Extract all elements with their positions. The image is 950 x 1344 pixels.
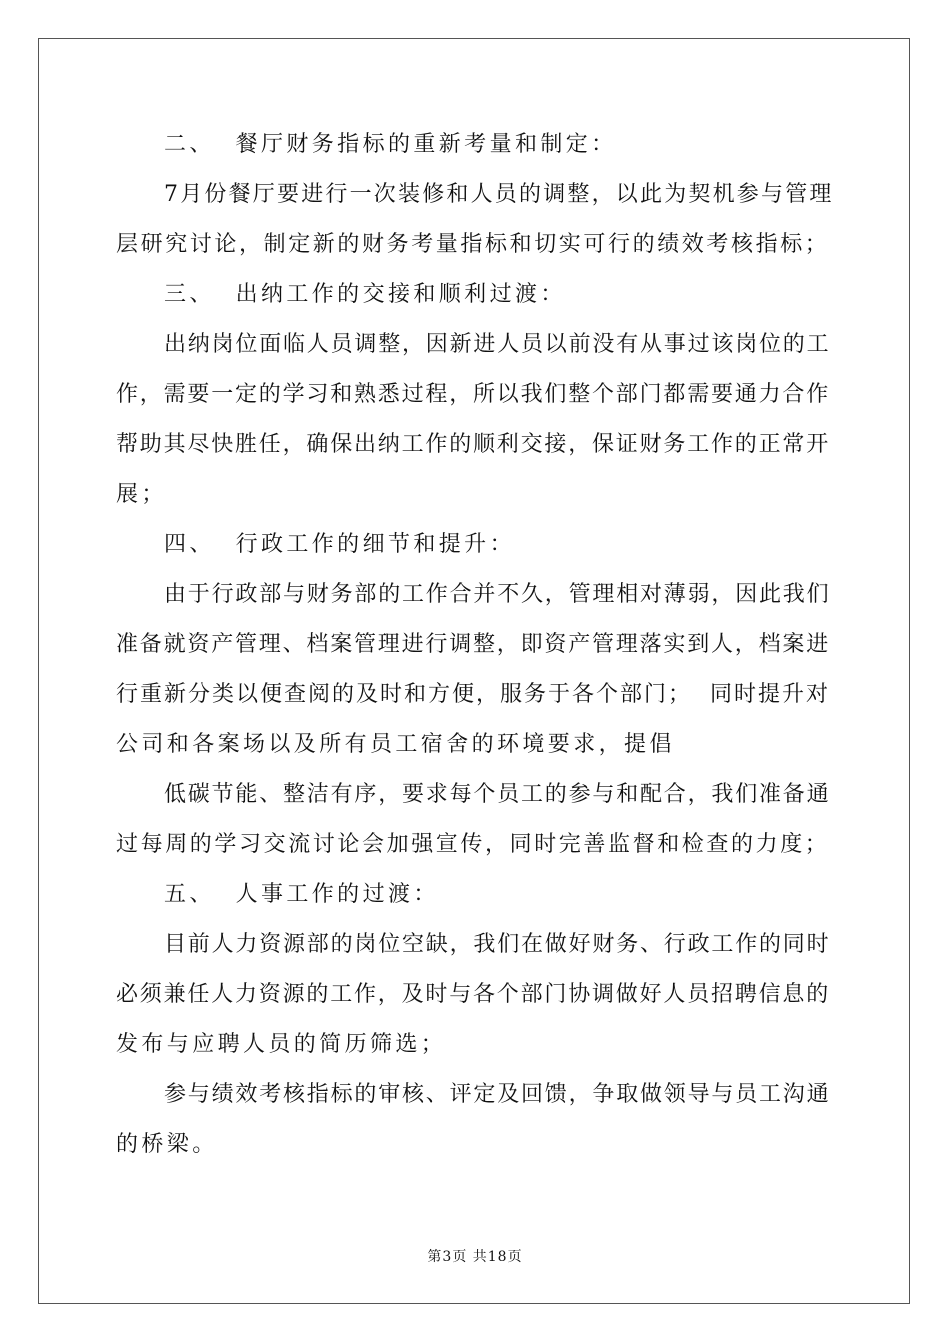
paragraph-line: 发布与应聘人员的简历筛选；	[116, 1032, 447, 1057]
paragraph-line: 展；	[116, 482, 167, 507]
paragraph-line: 低碳节能、整洁有序，要求每个员工的参与和配合，我们准备通	[164, 782, 831, 807]
document-body	[116, 120, 834, 1170]
page-number-footer: 第3页 共18页	[427, 1249, 523, 1265]
paragraph-line: 层研究讨论，制定新的财务考量指标和切实可行的绩效考核指标；	[116, 232, 830, 257]
paragraph-line: 参与绩效考核指标的审核、评定及回馈，争取做领导与员工沟通	[164, 1082, 831, 1107]
paragraph-line: 必须兼任人力资源的工作，及时与各个部门协调做好人员招聘信息的	[116, 982, 831, 1007]
paragraph-line: 行重新分类以便查阅的及时和方便，服务于各个部门； 同时提升对	[116, 682, 830, 707]
section-heading: 二、 餐厅财务指标的重新考量和制定：	[164, 132, 617, 157]
paragraph-line: 出纳岗位面临人员调整，因新进人员以前没有从事过该岗位的工	[164, 332, 831, 357]
paragraph-line: 公司和各案场以及所有员工宿舍的环境要求，提倡	[116, 732, 675, 757]
paragraph-line: 作，需要一定的学习和熟悉过程，所以我们整个部门都需要通力合作	[116, 382, 831, 407]
paragraph-line: 目前人力资源部的岗位空缺，我们在做好财务、行政工作的同时	[164, 932, 831, 957]
section-heading: 三、 出纳工作的交接和顺利过渡：	[164, 282, 566, 307]
paragraph-line: 的桥梁。	[116, 1132, 218, 1157]
paragraph-line: 准备就资产管理、档案管理进行调整，即资产管理落实到人，档案进	[116, 632, 831, 657]
paragraph-line: 由于行政部与财务部的工作合并不久，管理相对薄弱，因此我们	[164, 582, 831, 607]
paragraph-line: 过每周的学习交流讨论会加强宣传，同时完善监督和检查的力度；	[116, 832, 830, 857]
section-heading: 四、 行政工作的细节和提升：	[164, 532, 515, 557]
paragraph-line: 帮助其尽快胜任，确保出纳工作的顺利交接，保证财务工作的正常开	[116, 432, 831, 457]
paragraph-line: 7月份餐厅要进行一次装修和人员的调整，以此为契机参与管理	[164, 182, 834, 207]
section-heading: 五、 人事工作的过渡：	[164, 882, 439, 907]
